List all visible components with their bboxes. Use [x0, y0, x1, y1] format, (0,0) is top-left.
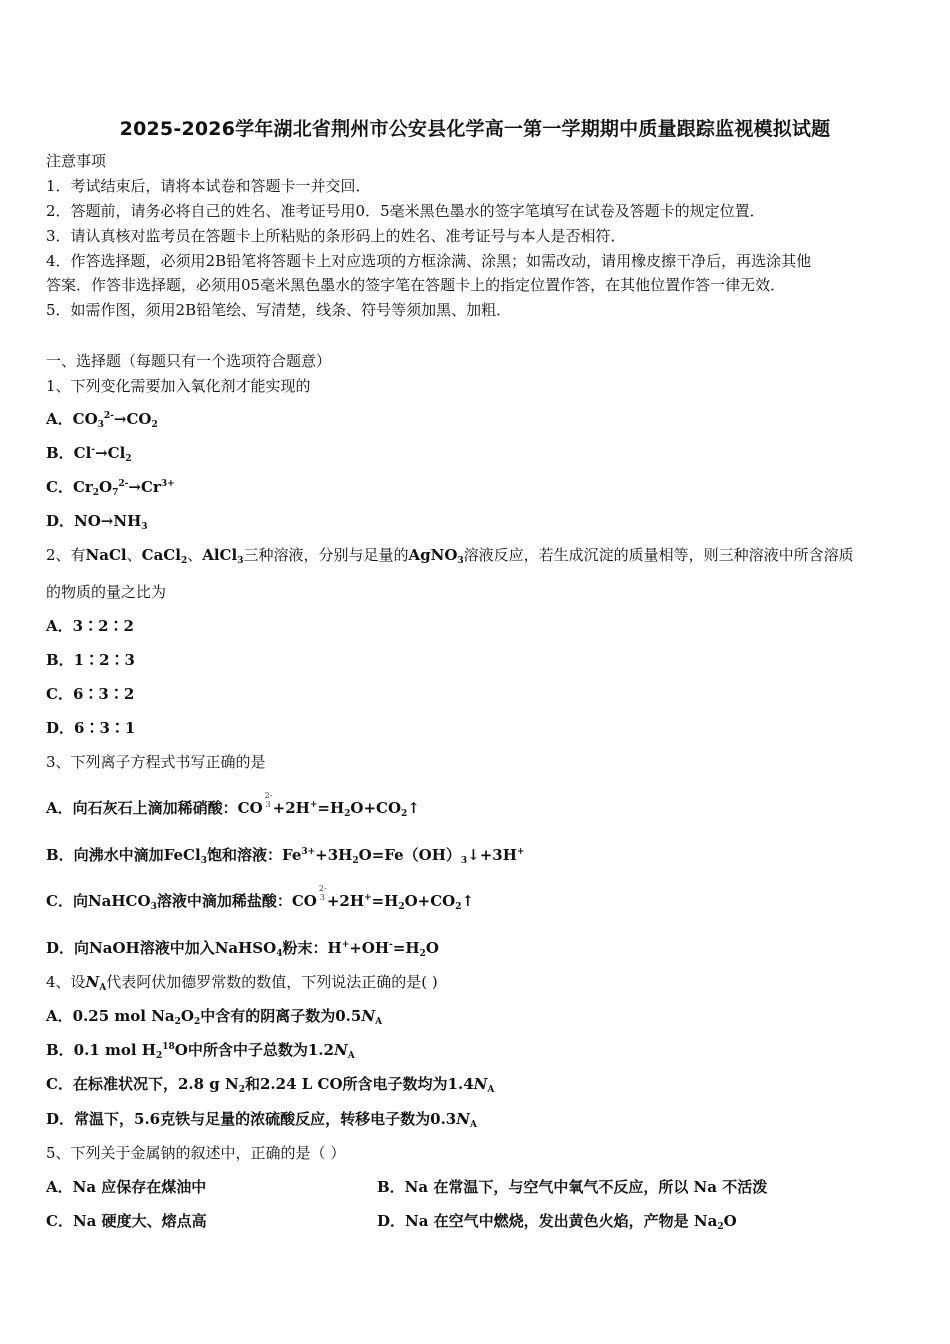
page-title: 2025-2026学年湖北省荆州市公安县化学高一第一学期期中质量跟踪监视模拟试题: [119, 118, 831, 140]
q4-option-a: A．0.25 mol $Na_2O_2$中含有的阴离子数为$0.5N_A$: [46, 1007, 383, 1027]
question-2-stem-cont: 的物质的量之比为: [46, 583, 167, 601]
q2-option-d: D．6∶3∶1: [46, 719, 136, 737]
q5-option-a: A．Na 应保存在煤油中: [46, 1178, 207, 1196]
q3-option-c: C．向NaHCO$_3$溶液中滴加稀盐酸：CO 2- 3 $+2H^+=H_2O+CO_2↑$: [46, 884, 475, 912]
q4-option-d: D．常温下，5.6克铁与足量的浓硫酸反应，转移电子数为$0.3N_A$: [46, 1110, 477, 1130]
q4-option-c: C．在标准状况下，2.8 g $N_2$和2.24 L CO所含电子数均为$1.4N_A$: [46, 1075, 495, 1095]
notice-item-4-cont: 答案．作答非选择题，必须用05毫米黑色墨水的签字笔在答题卡上的指定位置作答，在其他位置作答一律无效．: [46, 276, 786, 294]
q3-option-d: D．向NaOH溶液中加入NaHSO$_4$粉末：$H^++OH^-=H_2O$: [46, 939, 439, 959]
notice-item-5: 5．如需作图，须用2B铅笔绘、写清楚，线条、符号等须加黑、加粗．: [46, 301, 512, 319]
q1-option-a: A．$CO_3^{2-}\to CO_2$: [46, 410, 158, 430]
notice-heading: 注意事项: [46, 152, 107, 170]
notice-item-1: 1．考试结束后，请将本试卷和答题卡一并交回．: [46, 177, 371, 195]
q2-option-b: B．1∶2∶3: [46, 651, 135, 669]
question-3-stem: 3、下列离子方程式书写正确的是: [46, 753, 266, 771]
question-4-stem: 4、设$N_A$代表阿伏加德罗常数的数值，下列说法正确的是( ): [46, 973, 438, 993]
q1-option-c: C．$Cr_2O_7^{2-}\to Cr^{3+}$: [46, 478, 175, 498]
notice-item-2: 2．答题前，请务必将自己的姓名、准考证号用0．5毫米黑色墨水的签字笔填写在试卷及答题卡的规定位置．: [46, 202, 765, 220]
q2-option-c: C．6∶3∶2: [46, 685, 135, 703]
question-5-stem: 5、下列关于金属钠的叙述中，正确的是（ ）: [46, 1144, 346, 1162]
question-1-stem: 1、下列变化需要加入氧化剂才能实现的: [46, 377, 311, 395]
q3-option-a: A．向石灰石上滴加稀硝酸：CO 2- 3 $+2H^+=H_2O+CO_2↑$: [46, 791, 420, 819]
q1-option-d: D．$NO\to NH_3$: [46, 512, 148, 532]
q4-option-b: B．0.1 mol $H_2^{18}O$中所含中子总数为$1.2N_A$: [46, 1041, 355, 1061]
notice-item-4: 4．作答选择题，必须用2B铅笔将答题卡上对应选项的方框涂满、涂黑；如需改动，请用橡皮擦干净后，再选涂其他: [46, 252, 812, 270]
q5-option-b: B．Na 在常温下，与空气中氧气不反应，所以 Na 不活泼: [377, 1178, 768, 1196]
q5-option-c: C．Na 硬度大、熔点高: [46, 1212, 207, 1230]
q1-option-b: B．$Cl^-\to Cl_2$: [46, 444, 132, 464]
q3-option-b: B．向沸水中滴加FeCl$_3$饱和溶液：$Fe^{3+}+3H_2O=Fe(OH)_3↓+3H^+$: [46, 846, 525, 866]
q2-option-a: A．3∶2∶2: [46, 617, 134, 635]
section-heading: 一、选择题（每题只有一个选项符合题意）: [46, 352, 332, 370]
question-2-stem: 2、有NaCl、CaCl$_2$、AlCl$_3$三种溶液，分别与足量的AgNO$_3$溶液反应，若生成沉淀的质量相等，则三种溶液中所含溶质: [46, 546, 854, 566]
q5-option-d: D．Na 在空气中燃烧，发出黄色火焰，产物是 $Na_2O$: [377, 1212, 737, 1232]
notice-item-3: 3．请认真核对监考员在答题卡上所粘贴的条形码上的姓名、准考证号与本人是否相符．: [46, 227, 626, 245]
